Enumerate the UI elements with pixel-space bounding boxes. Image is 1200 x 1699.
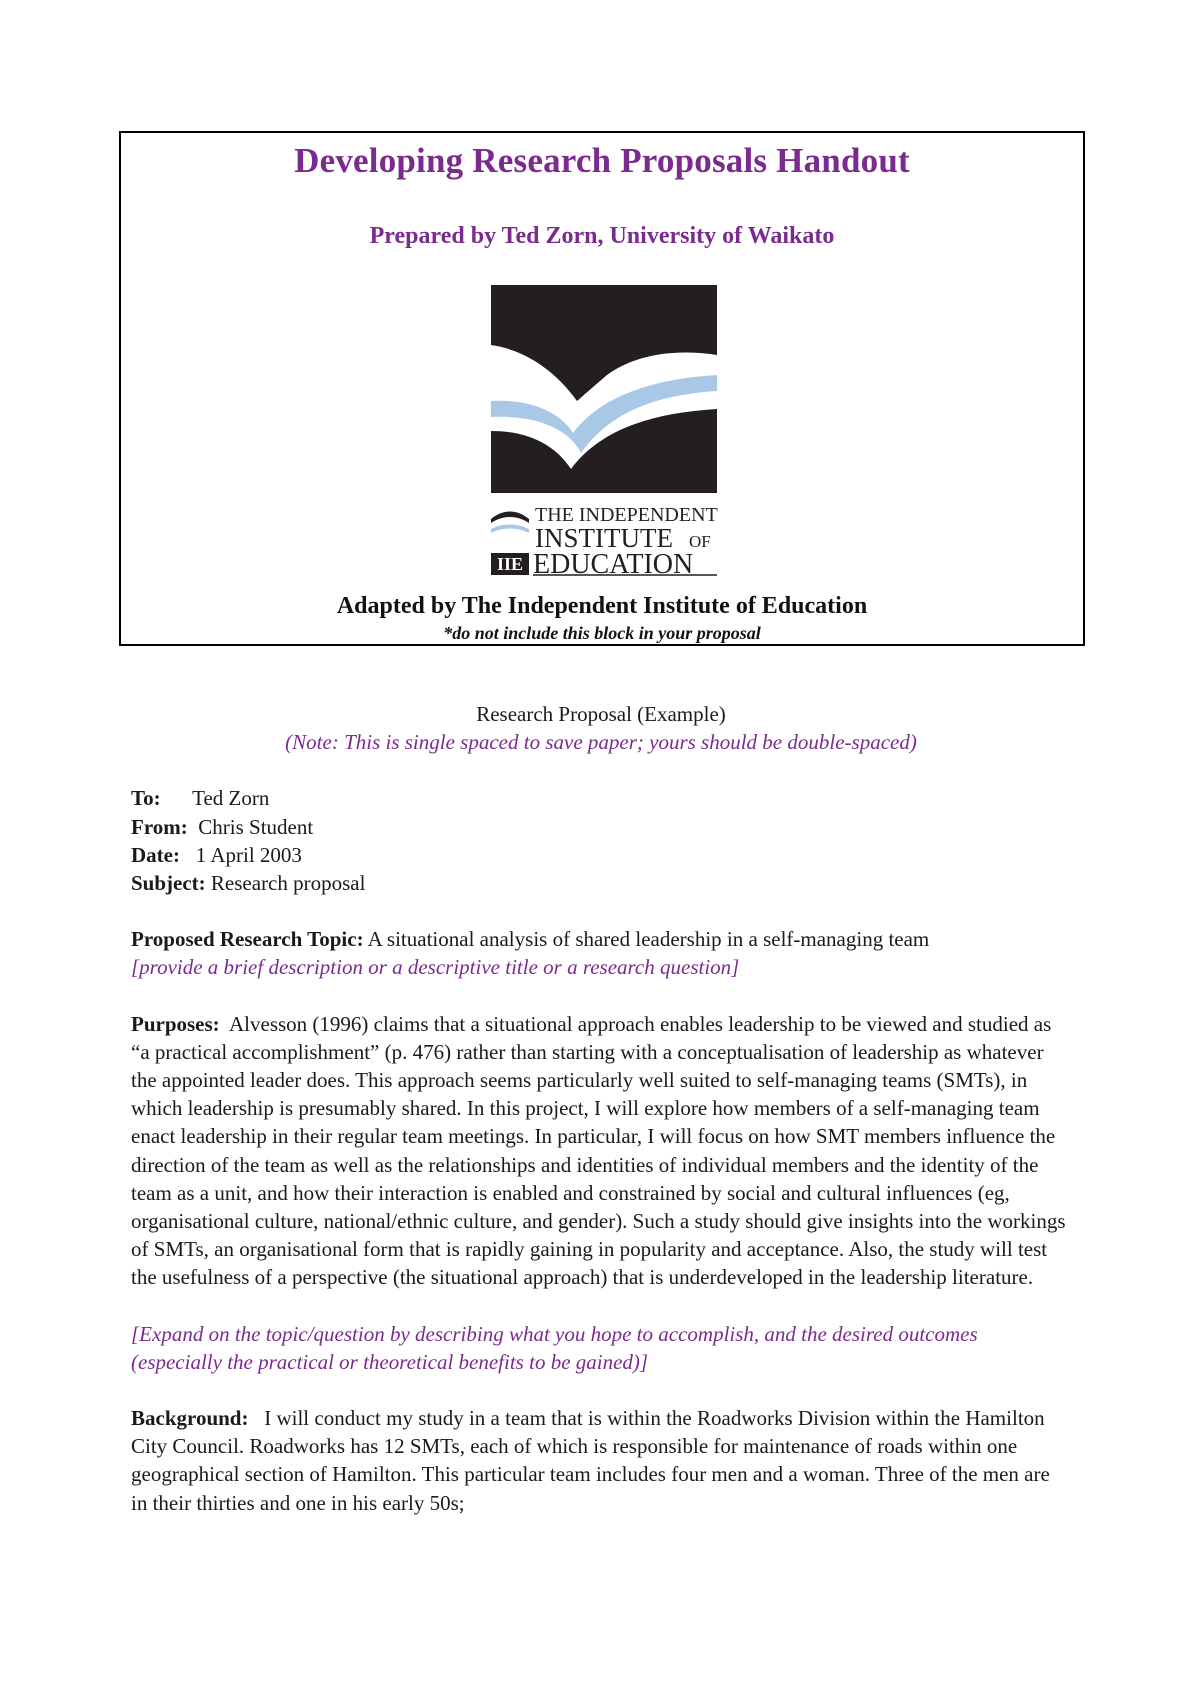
memo-subject bbox=[131, 869, 1071, 897]
logo-badge: IIE bbox=[496, 554, 524, 574]
topic-hint: [provide a brief description or a descriptive title or a research question] bbox=[131, 955, 740, 980]
memo-to-label: To: bbox=[131, 786, 161, 811]
book-logo-icon bbox=[489, 283, 719, 583]
logo-line1: THE INDEPENDENT bbox=[535, 504, 718, 526]
memo-from bbox=[131, 813, 1071, 841]
logo-line3: EDUCATION bbox=[533, 549, 694, 580]
institute-logo bbox=[489, 283, 719, 583]
proposal-body bbox=[131, 700, 1071, 1517]
memo-from-value: Chris Student bbox=[198, 814, 314, 839]
purposes-label: Purposes: bbox=[131, 1011, 220, 1036]
prepared-by: Prepared by Ted Zorn, University of Waikato bbox=[369, 223, 835, 249]
header-note: *do not include this block in your proposal bbox=[443, 623, 761, 643]
spacing-note: (Note: This is single spaced to save paper; yours should be double-spaced) bbox=[285, 730, 917, 755]
memo-subject-value: Research proposal bbox=[210, 871, 366, 896]
purposes-text: Alvesson (1996) claims that a situational approach enables leadership to be viewed and studied as “a practical accomplishment” (p. 476) rather than starting with a conceptualisation of leadership as whatever the appointed leader does. This approach seems particularly well suited to self-managing teams (SMTs), in which leadership is presumably shared. In this project, I will explore how members of a self-managing team enact leadership in their regular team meetings. In particular, I will focus on how SMT members influence the direction of the team as well as the relationships and identities of individual members and the identity of the team as a unit, and how their interaction is enabled and constrained by social and cultural influences (eg, organisational culture, national/ethnic culture, and gender). Such a study should give insights into the workings of SMTs, an organisational form that is rapidly gaining in popularity and acceptance. Also, the study will test the usefulness of a perspective (the situational approach) that is underdeveloped in the leadership literature. bbox=[131, 1011, 1066, 1290]
purposes-paragraph bbox=[131, 1010, 1071, 1292]
logo-line2: INSTITUTE bbox=[535, 523, 673, 553]
topic-paragraph bbox=[131, 925, 1071, 953]
memo-to-value: Ted Zorn bbox=[192, 786, 270, 811]
memo-subject-label: Subject: bbox=[131, 871, 206, 896]
topic-label: Proposed Research Topic: bbox=[131, 927, 364, 952]
background-label: Background: bbox=[131, 1406, 249, 1431]
adapted-by: Adapted by The Independent Institute of Education bbox=[336, 593, 868, 619]
memo-to bbox=[131, 784, 1071, 812]
memo-date-label: Date: bbox=[131, 842, 180, 867]
topic-text: A situational analysis of shared leadership in a self-managing team bbox=[367, 927, 930, 952]
memo-from-label: From: bbox=[131, 814, 188, 839]
memo-date-value: 1 April 2003 bbox=[195, 842, 302, 867]
document-title: Research Proposal (Example) bbox=[476, 702, 726, 726]
logo-line2-suffix: OF bbox=[689, 532, 711, 551]
header-block bbox=[119, 131, 1085, 646]
background-paragraph bbox=[131, 1404, 1071, 1517]
purposes-hint: [Expand on the topic/question by describing what you hope to accomplish, and the desired outcomes (especially the practical or theoretical benefits to be gained)] bbox=[131, 1321, 978, 1374]
background-text: I will conduct my study in a team that is within the Roadworks Division within the Hamilton City Council. Roadworks has 12 SMTs, each of which is responsible for maintenance of roads within one geographical section of Hamilton. This particular team includes four men and a woman. Three of the men are in their thirties and one in his early 50s; bbox=[131, 1406, 1050, 1515]
memo-date bbox=[131, 841, 1071, 869]
handout-title: Developing Research Proposals Handout bbox=[294, 141, 910, 180]
